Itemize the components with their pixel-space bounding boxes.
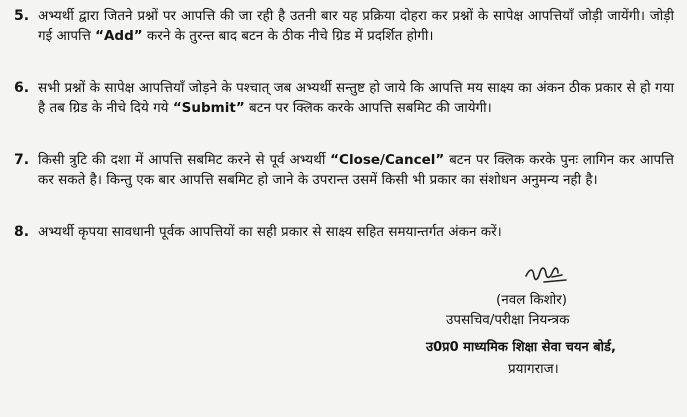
signatory-place: प्रयागराज। xyxy=(508,361,559,377)
item-number: 7. xyxy=(14,152,30,168)
item-number: 8. xyxy=(14,224,30,240)
item-number: 5. xyxy=(14,8,30,24)
signatory-designation: उपसचिव/परीक्षा नियन्त्रक xyxy=(446,312,570,328)
item-text: किसी त्रुटि की दशा में आपत्ति सबमिट करने से पूर्व अभ्यर्थी “Close/Cancel” बटन पर क्लिक करके पुनः लागिन कर आपत्ति कर सकते है। किन्तु एक बार आपत्ति सबमिट हो जाने के उपरान्त उसमें किसी भी प्रकार का संशोधन अनुमन्य नही है। xyxy=(38,152,674,188)
signatory-organization: उ0प्र0 माध्यमिक शिक्षा सेवा चयन बोर्ड, xyxy=(426,340,616,355)
item-text: सभी प्रश्नों के सापेक्ष आपत्तियाँ जोड़ने के पश्चात् जब अभ्यर्थी सन्तुष्ट हो जाये कि आपत्ति मय साक्ष्य का अंकन ठीक प्रकार से हो गया है तब ग्रिड के नीचे दिये गये “Submit” बटन पर क्लिक करके आपत्ति सबमिट की जायेगी। xyxy=(38,80,674,116)
keyword-add: “Add” xyxy=(95,28,143,44)
signature-block xyxy=(392,258,682,388)
item-text: अभ्यर्थी कृपया सावधानी पूर्वक आपत्तियों का सही प्रकार से साक्ष्य सहित समयान्तर्गत अंकन करें। xyxy=(38,224,502,240)
signatory-name: (नवल किशोर) xyxy=(496,292,568,308)
keyword-submit: “Submit” xyxy=(172,100,245,116)
keyword-close-cancel: “Close/Cancel” xyxy=(330,152,445,168)
handwritten-signature xyxy=(522,258,568,286)
item-number: 6. xyxy=(14,80,30,96)
item-text: अभ्यर्थी द्वारा जितने प्रश्नों पर आपत्ति की जा रही है उतनी बार यह प्रक्रिया दोहरा कर प्रश्नों के सापेक्ष आपत्तियाँ जोड़ी जायेंगी। जोड़ी गई आपत्ति “Add” करने के तुरन्त बाद बटन के ठीक नीचे ग्रिड में प्रदर्शित होगी। xyxy=(38,8,674,44)
